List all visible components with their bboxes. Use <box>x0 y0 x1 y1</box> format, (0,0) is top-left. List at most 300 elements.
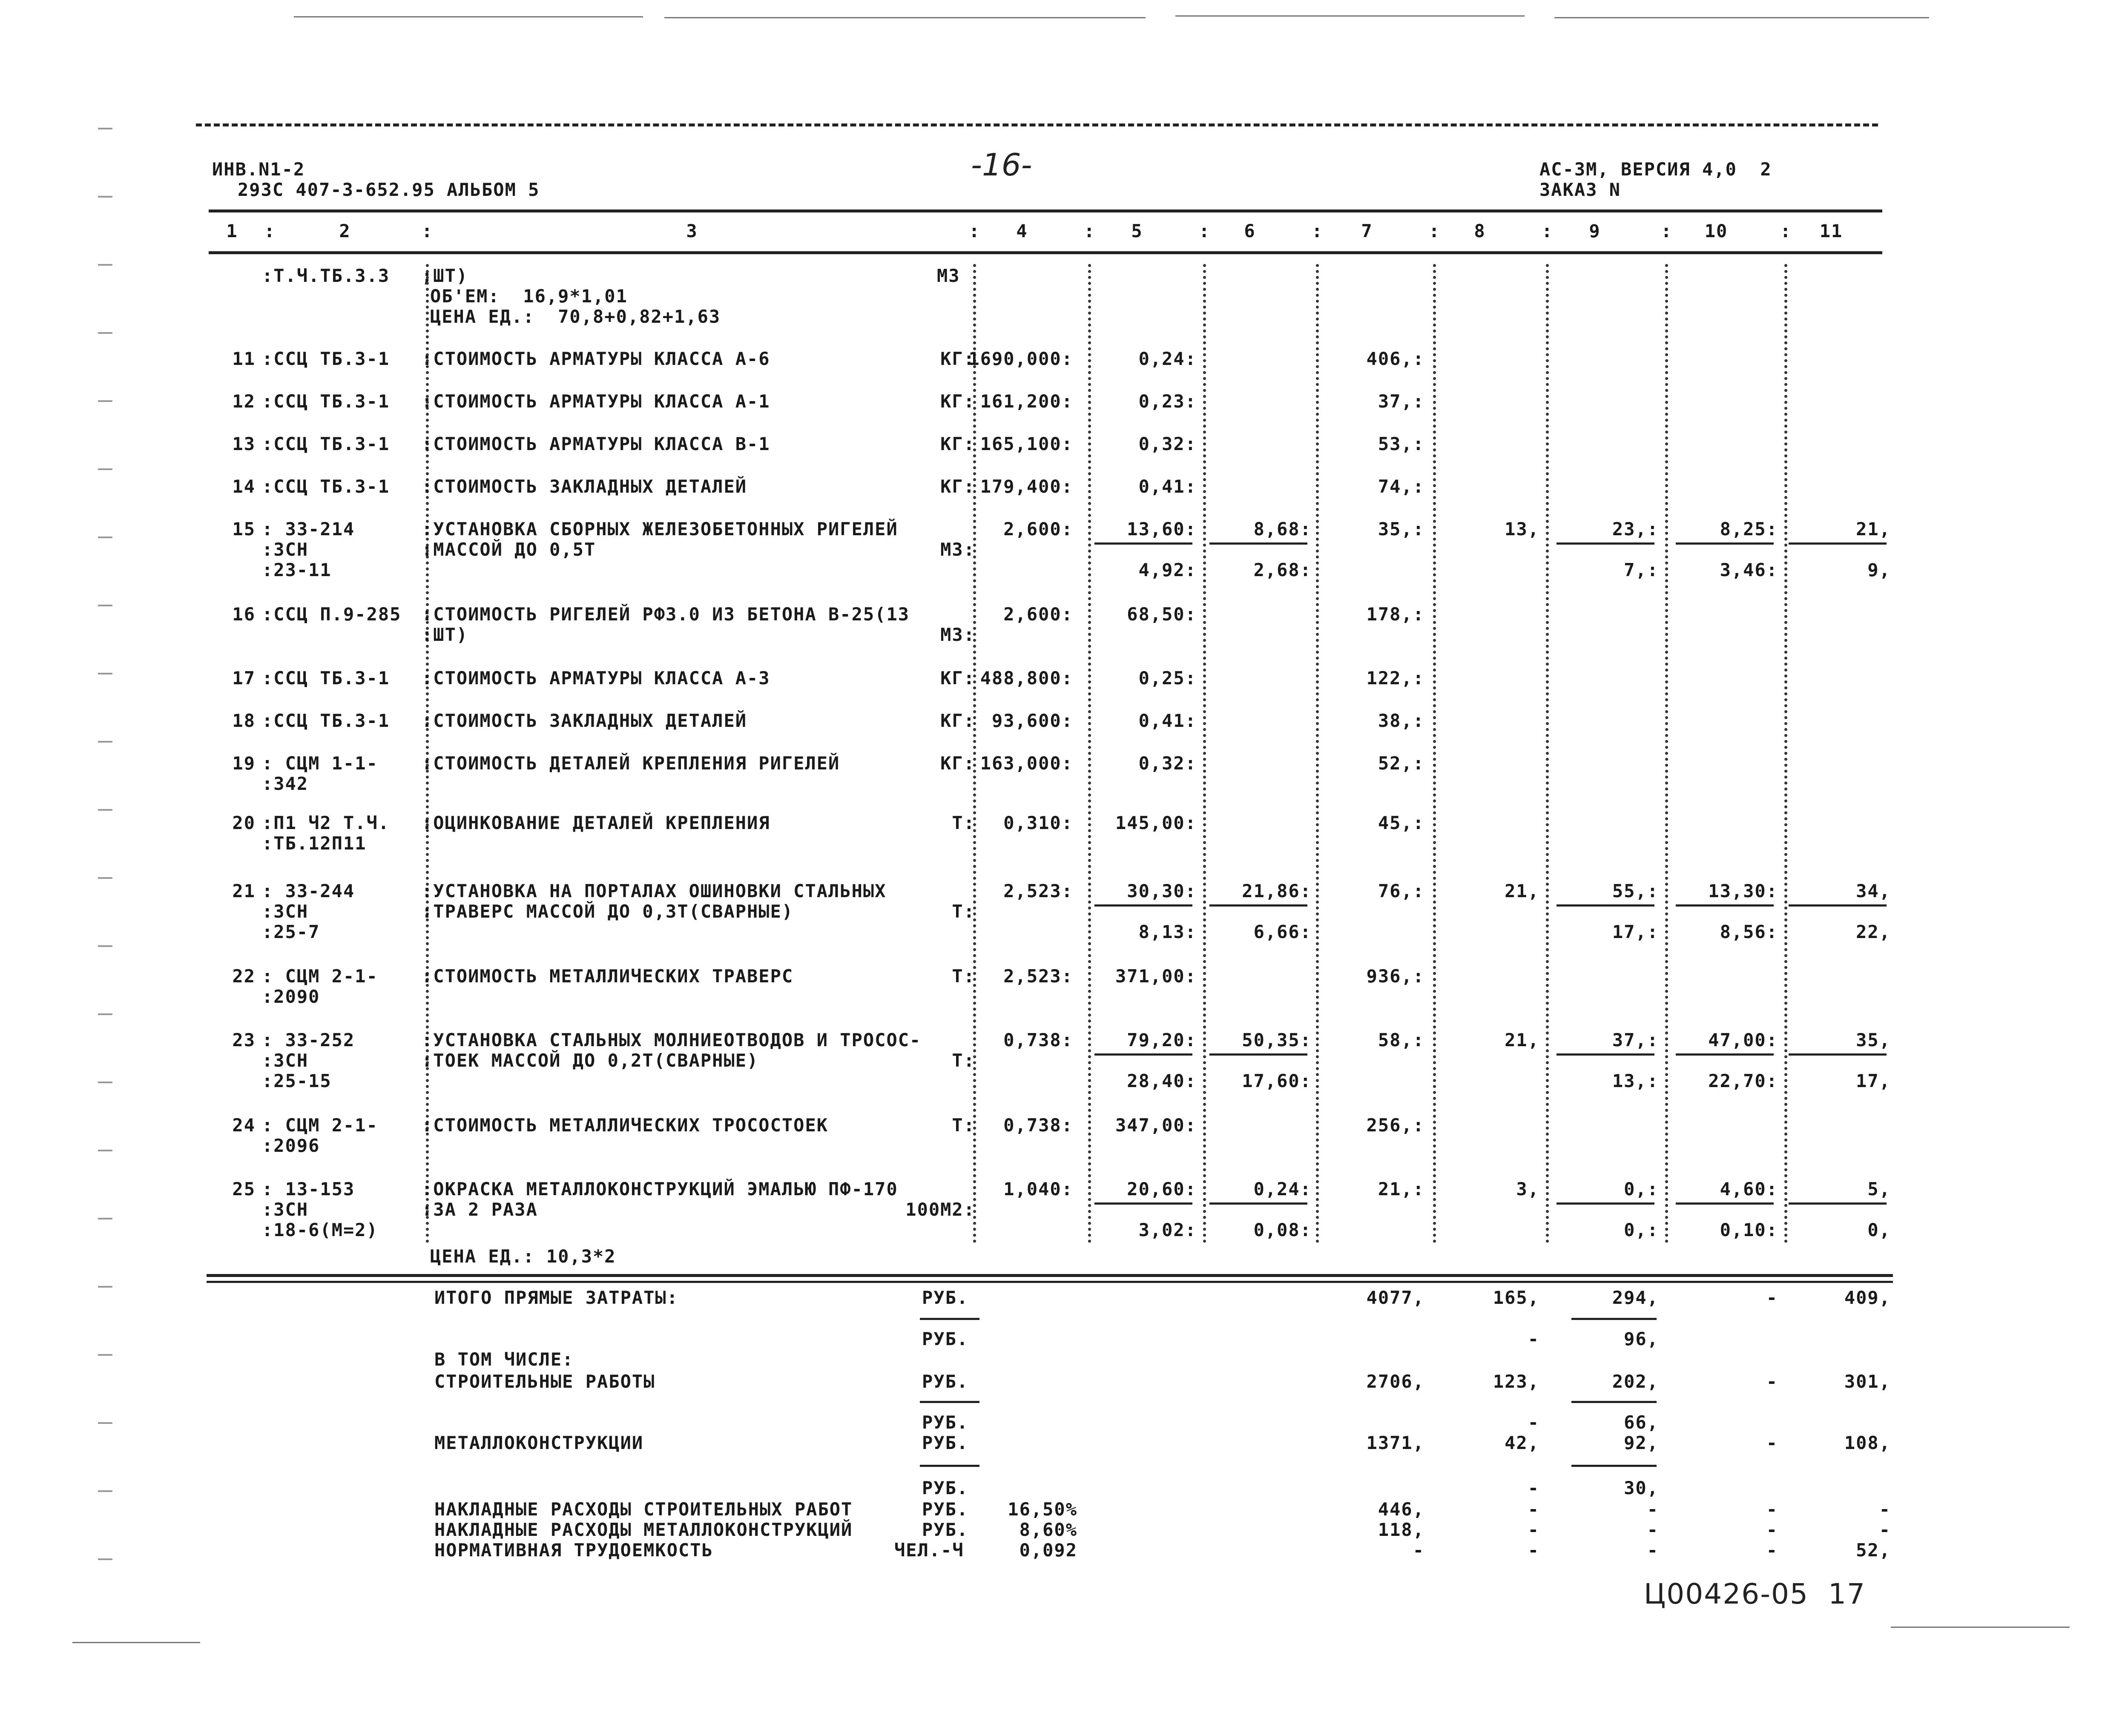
row-c5: 0,25: <box>1138 668 1197 689</box>
margin-tick <box>98 1150 112 1151</box>
totals-c11: - <box>1879 1499 1891 1520</box>
row-s11: 0, <box>1867 1220 1891 1240</box>
split-underline <box>1209 542 1307 545</box>
row-code: :ССЦ П.9-285 <box>262 604 402 625</box>
totals-c9: 66, <box>1624 1412 1659 1433</box>
totals-label: СТРОИТЕЛЬНЫЕ РАБОТЫ <box>434 1371 655 1392</box>
row-unit: 100М2: <box>905 1199 975 1220</box>
row-code: : СЦМ 2-1- <box>262 1115 378 1136</box>
column-separator: : <box>1199 221 1211 241</box>
row-c8: 3, <box>1516 1179 1539 1199</box>
totals-currency: РУБ. <box>922 1371 969 1392</box>
row-code-detail: :2096 <box>262 1135 320 1156</box>
column-header-9: 9 <box>1589 221 1601 241</box>
row-description: :УСТАНОВКА СБОРНЫХ ЖЕЛЕЗОБЕТОННЫХ РИГЕЛЕЙ <box>422 519 898 539</box>
row-qty: 1690,000: <box>968 348 1073 369</box>
row-s5: 3,02: <box>1138 1220 1197 1240</box>
column-header-3: 3 <box>686 221 698 241</box>
split-underline <box>1789 1202 1887 1205</box>
column-header-4: 4 <box>1016 221 1028 241</box>
split-underline <box>1094 904 1192 907</box>
totals-c9: - <box>1647 1519 1659 1540</box>
row-s5: 8,13: <box>1138 921 1197 942</box>
column-header-6: 6 <box>1244 221 1256 241</box>
split-underline <box>1789 1053 1887 1056</box>
margin-tick <box>98 673 112 674</box>
totals-c9: 92, <box>1624 1432 1659 1453</box>
row-c5: 145,00: <box>1115 812 1197 833</box>
row-code: : 33-252 <box>262 1030 355 1050</box>
totals-c7: 446, <box>1378 1499 1424 1520</box>
row-c10: 8,25: <box>1720 519 1778 539</box>
margin-tick <box>98 196 112 198</box>
row-code: : 33-214 <box>262 519 355 539</box>
scan-artifact-line <box>294 16 643 17</box>
row-qty: 161,200: <box>980 391 1073 412</box>
totals-underline <box>920 1318 979 1320</box>
split-underline <box>1557 542 1654 545</box>
split-underline <box>1094 1053 1192 1056</box>
split-underline <box>1209 904 1307 907</box>
totals-c10: - <box>1766 1371 1778 1392</box>
row-number: 20 <box>232 812 256 833</box>
column-header-10: 10 <box>1704 221 1728 241</box>
row-code: :ССЦ ТБ.3-1 <box>262 348 390 369</box>
row-s6: 0,08: <box>1253 1220 1312 1240</box>
row-c7: 122,: <box>1366 668 1424 689</box>
margin-tick <box>98 332 112 334</box>
header-rule-bottom <box>209 251 1882 254</box>
row-qty: 2,600: <box>1003 519 1073 539</box>
row-c7: 35,: <box>1378 519 1424 539</box>
header-rule-top <box>209 209 1882 212</box>
row-unit: КГ: <box>940 476 975 497</box>
row-c5: 68,50: <box>1127 604 1197 625</box>
row-code: :ССЦ ТБ.3-1 <box>262 710 390 731</box>
row-qty: 0,738: <box>1003 1115 1073 1136</box>
row-number: 17 <box>232 668 256 689</box>
totals-c11: 409, <box>1844 1287 1891 1308</box>
totals-c8: - <box>1528 1329 1539 1349</box>
row-c5: 0,41: <box>1138 710 1197 731</box>
row-c9: 37,: <box>1612 1030 1659 1050</box>
totals-underline <box>920 1401 979 1403</box>
row-c7: 936,: <box>1366 966 1424 987</box>
row-description: :СТОИМОСТЬ АРМАТУРЫ КЛАССА А-6 <box>422 348 770 369</box>
scan-artifact-line <box>1891 1627 2070 1628</box>
row-c10: 4,60: <box>1720 1179 1778 1199</box>
totals-currency: РУБ. <box>922 1412 969 1433</box>
row-c9: 0,: <box>1624 1179 1659 1199</box>
split-underline <box>1676 1053 1774 1056</box>
row-description: :СТОИМОСТЬ ДЕТАЛЕЙ КРЕПЛЕНИЯ РИГЕЛЕЙ <box>422 753 840 774</box>
carry-price: ЦЕНА ЕД.: 70,8+0,82+1,63 <box>430 306 721 327</box>
row-number: 23 <box>232 1030 256 1050</box>
totals-c8: - <box>1528 1519 1539 1540</box>
row-number: 24 <box>232 1115 256 1136</box>
row-number: 13 <box>232 433 256 454</box>
row-description: :УСТАНОВКА НА ПОРТАЛАХ ОШИНОВКИ СТАЛЬНЫХ <box>422 881 887 901</box>
margin-tick <box>98 468 112 470</box>
row-c7: 52,: <box>1378 753 1424 774</box>
inventory-number: ИНВ.N1-2 <box>212 159 305 180</box>
totals-rate: 16,50% <box>1008 1499 1077 1520</box>
totals-c11: 52, <box>1856 1540 1891 1561</box>
row-code: : 33-244 <box>262 881 355 901</box>
row-number: 25 <box>232 1179 256 1199</box>
row-code-detail: :ЗСН <box>262 1050 309 1071</box>
totals-c8: - <box>1528 1412 1539 1433</box>
row-description-line2: :ЗА 2 РАЗА <box>422 1199 538 1220</box>
row-s9: 17,: <box>1612 921 1659 942</box>
scan-artifact-line <box>1554 17 1929 18</box>
row-description: :СТОИМОСТЬ АРМАТУРЫ КЛАССА А-3 <box>422 668 770 689</box>
column-divider <box>1665 264 1668 1243</box>
totals-c11: - <box>1879 1519 1891 1540</box>
totals-c9: - <box>1647 1540 1659 1561</box>
totals-rule <box>207 1274 1893 1277</box>
totals-c9: 96, <box>1624 1329 1659 1349</box>
row-c10: 13,30: <box>1708 881 1778 901</box>
row-s10: 8,56: <box>1720 921 1778 942</box>
margin-tick <box>98 1422 112 1424</box>
totals-currency: РУБ. <box>922 1499 969 1520</box>
row-description-line2: :МАССОЙ ДО 0,5Т <box>422 539 596 560</box>
row-code: : СЦМ 1-1- <box>262 753 378 774</box>
split-underline <box>1676 904 1774 907</box>
margin-tick <box>98 945 112 947</box>
totals-c7: 118, <box>1378 1519 1424 1540</box>
row-s9: 0,: <box>1624 1220 1659 1240</box>
row-qty: 0,310: <box>1003 812 1073 833</box>
row-code-detail: :ТБ.12П11 <box>262 833 367 854</box>
row-c8: 21, <box>1505 1030 1539 1050</box>
margin-tick <box>98 605 112 606</box>
row-code-detail: :2090 <box>262 986 320 1007</box>
margin-tick <box>98 400 112 402</box>
scan-artifact-line <box>72 1642 200 1643</box>
row-qty: 163,000: <box>980 753 1073 774</box>
row-c11: 34, <box>1856 881 1891 901</box>
row-unit: М3: <box>940 624 975 645</box>
split-underline <box>1557 904 1654 907</box>
carry-volume: ОБ'ЕМ: 16,9*1,01 <box>430 286 628 307</box>
scan-artifact-line <box>664 17 1146 18</box>
split-underline <box>1094 542 1192 545</box>
split-underline <box>1094 1202 1192 1205</box>
row-c6: 8,68: <box>1253 519 1312 539</box>
totals-currency: РУБ. <box>922 1519 969 1540</box>
totals-c10: - <box>1766 1287 1778 1308</box>
margin-tick <box>98 537 112 538</box>
row-c6: 21,86: <box>1242 881 1312 901</box>
row-description: :СТОИМОСТЬ РИГЕЛЕЙ РФ3.0 ИЗ БЕТОНА В-25(13 <box>422 604 910 625</box>
row-unit: Т: <box>952 812 975 833</box>
row-unit: М3: <box>940 539 975 560</box>
carry-code: :Т.Ч.ТБ.3.3 <box>262 265 390 286</box>
totals-currency: РУБ. <box>922 1478 969 1498</box>
split-underline <box>1789 904 1887 907</box>
totals-c11: 108, <box>1844 1432 1891 1453</box>
row-number: 16 <box>232 604 256 625</box>
totals-c8: 42, <box>1505 1432 1539 1453</box>
totals-rate: 0,092 <box>1019 1540 1077 1561</box>
totals-rate: 8,60% <box>1019 1519 1077 1540</box>
row-unit: Т: <box>952 1050 975 1071</box>
row-c5: 347,00: <box>1115 1115 1197 1136</box>
row-description-line2: :ТОЕК МАССОЙ ДО 0,2Т(СВАРНЫЕ) <box>422 1050 759 1071</box>
split-underline <box>1209 1053 1307 1056</box>
archive-stamp: Ц00426-05 17 <box>1644 1578 1866 1610</box>
row-c9: 23,: <box>1612 519 1659 539</box>
row-qty: 179,400: <box>980 476 1073 497</box>
row-s6: 6,66: <box>1253 921 1312 942</box>
totals-label: В ТОМ ЧИСЛЕ: <box>434 1349 574 1370</box>
row-unit: КГ: <box>940 710 975 731</box>
split-underline <box>1209 1202 1307 1205</box>
row-c5: 30,30: <box>1127 881 1197 901</box>
row-unit: КГ: <box>940 348 975 369</box>
totals-label: ИТОГО ПРЯМЫЕ ЗАТРАТЫ: <box>434 1287 679 1308</box>
totals-underline <box>1571 1401 1657 1403</box>
row-description: :СТОИМОСТЬ АРМАТУРЫ КЛАССА В-1 <box>422 433 770 454</box>
row-c7: 21,: <box>1378 1179 1424 1199</box>
row-unit: Т: <box>952 1115 975 1136</box>
carry-desc: ;ШТ) <box>422 265 468 286</box>
row-number: 12 <box>232 391 256 412</box>
totals-c7: 1371, <box>1366 1432 1424 1453</box>
totals-c10: - <box>1766 1540 1778 1561</box>
split-underline <box>1676 1202 1774 1205</box>
row-qty: 93,600: <box>991 710 1073 731</box>
column-separator: : <box>969 221 981 241</box>
totals-c8: - <box>1528 1478 1539 1498</box>
totals-c9: 202, <box>1612 1371 1659 1392</box>
row-code-detail: :23-11 <box>262 560 332 580</box>
row-qty: 2,600: <box>1003 604 1073 625</box>
row-code: : СЦМ 2-1- <box>262 966 378 987</box>
margin-tick <box>98 1286 112 1288</box>
row-description: :СТОИМОСТЬ МЕТАЛЛИЧЕСКИХ ТРАВЕРС <box>422 966 794 987</box>
row-c11: 21, <box>1856 519 1891 539</box>
scan-artifact-line <box>1175 15 1525 17</box>
row-qty: 1,040: <box>1003 1179 1073 1199</box>
row-c7: 74,: <box>1378 476 1424 497</box>
totals-label: НОРМАТИВНАЯ ТРУДОЕМКОСТЬ <box>434 1540 713 1561</box>
row-code-detail: :25-7 <box>262 921 320 942</box>
row-unit: КГ: <box>940 391 975 412</box>
row-c9: 55,: <box>1612 881 1659 901</box>
totals-c8: - <box>1528 1499 1539 1520</box>
split-underline <box>1557 1053 1654 1056</box>
margin-tick <box>98 741 112 743</box>
row-c6: 0,24: <box>1253 1179 1312 1199</box>
totals-c9: 30, <box>1624 1478 1659 1498</box>
totals-c10: - <box>1766 1432 1778 1453</box>
split-underline <box>1789 542 1887 545</box>
row-unit: КГ: <box>940 668 975 689</box>
margin-tick <box>98 877 112 879</box>
column-header-1: 1 <box>226 221 238 241</box>
column-header-7: 7 <box>1361 221 1373 241</box>
totals-label: МЕТАЛЛОКОНСТРУКЦИИ <box>434 1432 644 1453</box>
row-description: :СТОИМОСТЬ МЕТАЛЛИЧЕСКИХ ТРОСОСТОЕК <box>422 1115 829 1136</box>
row-s11: 9, <box>1867 560 1891 580</box>
column-separator: : <box>422 221 434 241</box>
totals-c7: 4077, <box>1366 1287 1424 1308</box>
row-unit: Т: <box>952 966 975 987</box>
row-c5: 13,60: <box>1127 519 1197 539</box>
row-c6: 50,35: <box>1242 1030 1312 1050</box>
totals-underline <box>920 1465 979 1467</box>
row-c5: 20,60: <box>1127 1179 1197 1199</box>
split-underline <box>1676 542 1774 545</box>
totals-c10: - <box>1766 1519 1778 1540</box>
totals-c8: 123, <box>1493 1371 1539 1392</box>
margin-tick <box>98 264 112 266</box>
row-c5: 0,32: <box>1138 433 1197 454</box>
row-s10: 22,70: <box>1708 1070 1778 1091</box>
margin-tick <box>98 809 112 811</box>
row-description: :УСТАНОВКА СТАЛЬНЫХ МОЛНИЕОТВОДОВ И ТРОСОС- <box>422 1030 922 1050</box>
row-description-line2: :ТРАВЕРС МАССОЙ ДО 0,3Т(СВАРНЫЕ) <box>422 901 794 922</box>
row-s9: 13,: <box>1612 1070 1659 1091</box>
totals-c8: 165, <box>1493 1287 1539 1308</box>
totals-labor-unit: ЧЕЛ.-Ч <box>894 1540 964 1561</box>
row-description: :ОЦИНКОВАНИЕ ДЕТАЛЕЙ КРЕПЛЕНИЯ <box>422 812 770 833</box>
row-c7: 76,: <box>1378 881 1424 901</box>
page-number: -16- <box>971 147 1032 183</box>
row-code: : 13-153 <box>262 1179 355 1199</box>
column-separator: : <box>264 221 276 241</box>
row-c7: 58,: <box>1378 1030 1424 1050</box>
margin-tick <box>98 128 112 129</box>
column-separator: : <box>1312 221 1324 241</box>
totals-label: НАКЛАДНЫЕ РАСХОДЫ СТРОИТЕЛЬНЫХ РАБОТ <box>434 1499 853 1520</box>
row-c8: 13, <box>1505 519 1539 539</box>
row-c8: 21, <box>1505 881 1539 901</box>
dashed-separator <box>196 123 1878 126</box>
totals-rule-2 <box>207 1281 1893 1283</box>
totals-c7: - <box>1413 1540 1424 1561</box>
row-c10: 47,00: <box>1708 1030 1778 1050</box>
order-label: ЗАКАЗ N <box>1539 179 1621 200</box>
totals-c11: 301, <box>1844 1371 1891 1392</box>
column-separator: : <box>1084 221 1096 241</box>
row-c11: 35, <box>1856 1030 1891 1050</box>
row-c7: 38,: <box>1378 710 1424 731</box>
row-code-detail: :ЗСН <box>262 1199 309 1220</box>
totals-underline <box>1571 1318 1657 1320</box>
row-code: :ССЦ ТБ.3-1 <box>262 476 390 497</box>
program-version: АС-3М, ВЕРСИЯ 4,0 2 <box>1539 159 1772 180</box>
totals-currency: РУБ. <box>922 1329 969 1349</box>
row-c7: 53,: <box>1378 433 1424 454</box>
column-header-2: 2 <box>339 221 351 241</box>
row-c7: 406,: <box>1366 348 1424 369</box>
row-code: :ССЦ ТБ.3-1 <box>262 668 390 689</box>
row-c7: 45,: <box>1378 812 1424 833</box>
column-separator: : <box>1542 221 1554 241</box>
row-s11: 17, <box>1856 1070 1891 1091</box>
row-c5: 0,41: <box>1138 476 1197 497</box>
row-code-detail: :25-15 <box>262 1070 332 1091</box>
row-unit: КГ: <box>940 433 975 454</box>
row-number: 22 <box>232 966 256 987</box>
row-c5: 0,24: <box>1138 348 1197 369</box>
column-divider <box>1546 264 1549 1243</box>
row-c5: 79,20: <box>1127 1030 1197 1050</box>
totals-c8: - <box>1528 1540 1539 1561</box>
column-header-11: 11 <box>1819 221 1843 241</box>
totals-c9: 294, <box>1612 1287 1659 1308</box>
totals-currency: РУБ. <box>922 1432 969 1453</box>
row-description: :СТОИМОСТЬ ЗАКЛАДНЫХ ДЕТАЛЕЙ <box>422 710 747 731</box>
column-separator: : <box>1429 221 1441 241</box>
row-s5: 28,40: <box>1127 1070 1197 1091</box>
row-s10: 0,10: <box>1720 1220 1778 1240</box>
column-separator: : <box>1661 221 1673 241</box>
row-s10: 3,46: <box>1720 560 1778 580</box>
row-c11: 5, <box>1867 1179 1891 1199</box>
row-s5: 4,92: <box>1138 560 1197 580</box>
row-unit: КГ: <box>940 753 975 774</box>
row-unit: Т: <box>952 901 975 922</box>
row-c5: 0,32: <box>1138 753 1197 774</box>
totals-currency: РУБ. <box>922 1287 969 1308</box>
row-s6: 2,68: <box>1253 560 1312 580</box>
row-c7: 178,: <box>1366 604 1424 625</box>
row-number: 11 <box>232 348 256 369</box>
row-c7: 37,: <box>1378 391 1424 412</box>
margin-tick <box>98 1558 112 1560</box>
row-s6: 17,60: <box>1242 1070 1312 1091</box>
row-c5: 0,23: <box>1138 391 1197 412</box>
row-c7: 256,: <box>1366 1115 1424 1136</box>
row-number: 21 <box>232 881 256 901</box>
column-header-8: 8 <box>1474 221 1486 241</box>
totals-c9: - <box>1647 1499 1659 1520</box>
split-underline <box>1557 1202 1654 1205</box>
row-code-detail: :342 <box>262 773 309 794</box>
row-code: :ССЦ ТБ.3-1 <box>262 433 390 454</box>
row-code-detail: :ЗСН <box>262 901 309 922</box>
margin-tick <box>98 1082 112 1083</box>
margin-tick <box>98 1490 112 1492</box>
row-s11: 22, <box>1856 921 1891 942</box>
row-description: :ОКРАСКА МЕТАЛЛОКОНСТРУКЦИЙ ЭМАЛЬЮ ПФ-170 <box>422 1179 898 1199</box>
row-number: 19 <box>232 753 256 774</box>
margin-tick <box>98 1218 112 1220</box>
row-code: :ССЦ ТБ.3-1 <box>262 391 390 412</box>
row-description-line2: :ШТ) <box>422 624 468 645</box>
row-description: :СТОИМОСТЬ АРМАТУРЫ КЛАССА А-1 <box>422 391 770 412</box>
row-number: 18 <box>232 710 256 731</box>
row-description: :СТОИМОСТЬ ЗАКЛАДНЫХ ДЕТАЛЕЙ <box>422 476 747 497</box>
row-c5: 371,00: <box>1115 966 1197 987</box>
album-reference: 293С 407-3-652.95 АЛЬБОМ 5 <box>238 179 540 200</box>
margin-tick <box>98 1013 112 1015</box>
totals-label: НАКЛАДНЫЕ РАСХОДЫ МЕТАЛЛОКОНСТРУКЦИЙ <box>434 1519 853 1540</box>
column-header-5: 5 <box>1131 221 1143 241</box>
row-qty: 0,738: <box>1003 1030 1073 1050</box>
totals-c10: - <box>1766 1499 1778 1520</box>
row-qty: 165,100: <box>980 433 1073 454</box>
row-qty: 2,523: <box>1003 966 1073 987</box>
row-code: :П1 Ч2 Т.Ч. <box>262 812 390 833</box>
row-code-detail: :ЗСН <box>262 539 309 560</box>
column-divider <box>1784 264 1787 1243</box>
